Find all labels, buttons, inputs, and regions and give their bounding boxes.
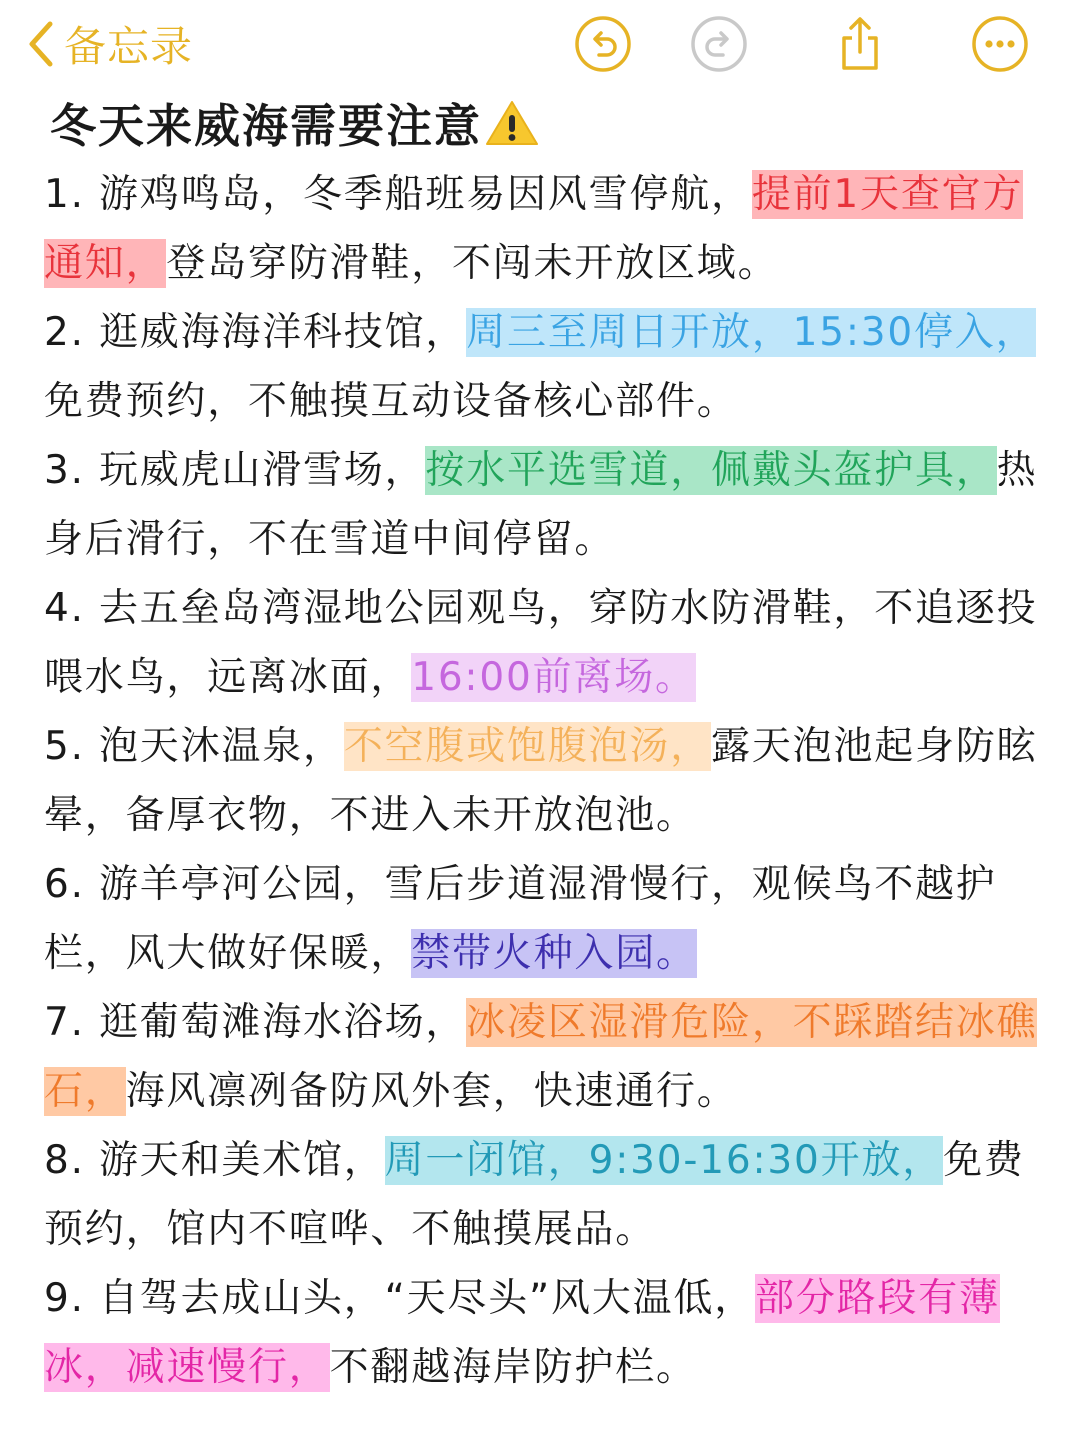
highlighted-text: 部分路段有薄冰，减速慢行，: [44, 1276, 1000, 1390]
list-item: [44, 850, 1049, 988]
list-item: [44, 574, 1049, 712]
back-label: 备忘录: [64, 22, 194, 71]
highlighted-text: 冰凌区湿滑危险，不踩踏结冰礁石，: [44, 1000, 1038, 1114]
redo-icon[interactable]: [689, 14, 749, 74]
highlighted-text: 提前1天查官方通知，: [44, 172, 1024, 286]
item-text: 1. 游鸡鸣岛，冬季船班易因风雪停航，: [44, 172, 752, 217]
list-item: [44, 712, 1049, 850]
item-text: 不翻越海岸防护栏。: [329, 1345, 697, 1390]
highlighted-text: 不空腹或饱腹泡汤，: [343, 724, 712, 769]
share-icon[interactable]: [830, 14, 890, 74]
item-text: 5. 泡天沐温泉，: [44, 724, 344, 769]
chevron-left-icon: [26, 20, 56, 68]
note-body[interactable]: [44, 160, 1049, 1402]
list-item: [44, 1126, 1049, 1264]
back-button[interactable]: [26, 14, 193, 74]
list-item: [44, 160, 1049, 298]
item-text: 海风凛冽备防风外套，快速通行。: [125, 1069, 738, 1114]
item-text: 热身后滑行，不在雪道中间停留。: [44, 448, 1038, 562]
highlighted-text: 周三至周日开放，15:30停入，: [466, 310, 1037, 355]
item-text: 露天泡池起身防眩晕，备厚衣物，不进入未开放泡池。: [44, 724, 1038, 838]
warning-icon: [484, 98, 540, 148]
highlighted-text: 16:00前离场。: [411, 655, 696, 700]
list-item: [44, 298, 1049, 436]
list-item: [44, 436, 1049, 574]
item-text: 9. 自驾去成山头，“天尽头”风大温低，: [44, 1276, 756, 1321]
item-text: 免费预约，馆内不喧哗、不触摸展品。: [44, 1138, 1025, 1252]
item-text: 7. 逛葡萄滩海水浴场，: [44, 1000, 467, 1045]
highlighted-text: 禁带火种入园。: [411, 931, 697, 976]
item-text: 免费预约，不触摸互动设备核心部件。: [44, 379, 738, 424]
highlighted-text: 周一闭馆，9:30-16:30开放，: [384, 1138, 944, 1183]
item-text: 8. 游天和美术馆，: [44, 1138, 385, 1183]
item-text: 3. 玩威虎山滑雪场，: [44, 448, 426, 493]
item-text: 登岛穿防滑鞋，不闯未开放区域。: [166, 241, 779, 286]
list-item: [44, 988, 1049, 1126]
note-title-text: 冬天来威海需要注意: [50, 99, 482, 153]
undo-icon[interactable]: [573, 14, 633, 74]
item-text: 6. 游羊亭河公园，雪后步道湿滑慢行，观候鸟不越护栏，风大做好保暖，: [44, 862, 997, 976]
list-item: [44, 1264, 1049, 1402]
note-title: [50, 88, 540, 158]
more-icon[interactable]: [970, 14, 1030, 74]
item-text: 2. 逛威海海洋科技馆，: [44, 310, 467, 355]
top-toolbar: [0, 0, 1080, 88]
highlighted-text: 按水平选雪道，佩戴头盔护具，: [425, 448, 997, 493]
item-text: 4. 去五垒岛湾湿地公园观鸟，穿防水防滑鞋，不追逐投喂水鸟，远离冰面，: [44, 586, 1038, 700]
